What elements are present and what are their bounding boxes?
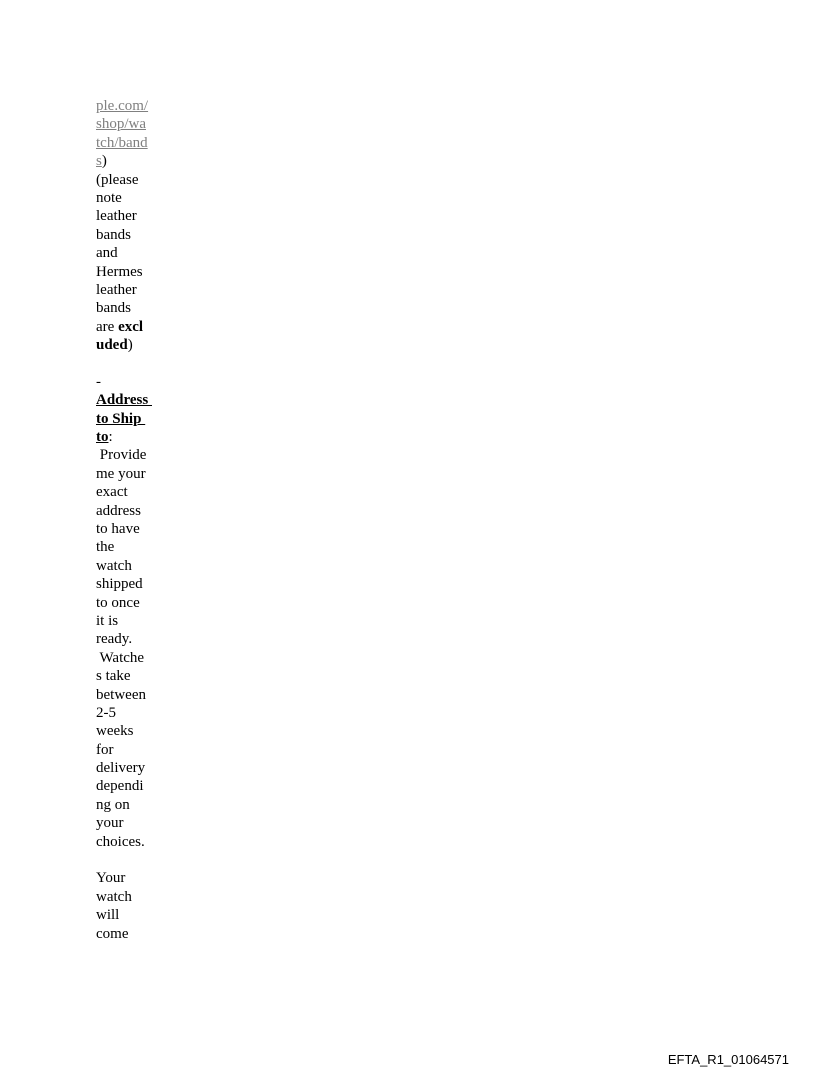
address-line: choices. — [96, 833, 145, 850]
excluded-close-paren: ) — [127, 337, 133, 354]
dash-line: - — [96, 373, 101, 390]
band-url-link[interactable]: tch/band — [96, 134, 148, 151]
note-line: Hermes — [96, 263, 143, 280]
band-url-link[interactable]: shop/wa — [96, 116, 146, 133]
address-line: s take — [96, 668, 131, 685]
address-line: ng on — [96, 796, 130, 813]
note-line: bands — [96, 226, 131, 243]
closing-line: come — [96, 925, 129, 942]
address-line: between — [96, 686, 146, 703]
url-close-paren: ) — [101, 153, 107, 170]
address-line: ready. — [96, 631, 133, 648]
document-text-column — [96, 97, 158, 943]
note-line: (please — [96, 171, 139, 188]
note-line: leather — [96, 208, 137, 225]
address-line: delivery — [96, 760, 146, 777]
address-heading-line — [96, 391, 158, 409]
note-line: leather — [96, 281, 137, 298]
url-line[interactable] — [96, 134, 158, 152]
closing-line: Your — [96, 870, 126, 887]
address-line: Provide — [96, 447, 147, 464]
address-heading: to — [96, 429, 109, 446]
excluded-bold-part1: excl — [118, 318, 144, 335]
blank-line — [96, 851, 158, 869]
address-line: dependi — [96, 778, 144, 795]
address-heading-line — [96, 410, 158, 428]
note-line — [96, 318, 158, 336]
note-line: note — [96, 189, 122, 206]
address-line: to have — [96, 520, 140, 537]
address-line: to once — [96, 594, 140, 611]
are-text: are — [96, 318, 119, 335]
heading-colon: : — [108, 429, 113, 446]
band-url-link[interactable]: ple.com/ — [96, 98, 149, 114]
excluded-bold-part2: uded — [96, 337, 128, 354]
address-line: for — [96, 741, 114, 758]
address-line: Watche — [96, 649, 145, 666]
address-heading: to Ship — [96, 410, 146, 427]
address-line: me your — [96, 465, 146, 482]
address-heading-line — [96, 428, 158, 446]
url-line[interactable] — [96, 152, 158, 170]
address-line: 2-5 — [96, 704, 116, 721]
address-line: your — [96, 815, 124, 832]
address-heading: Address — [96, 392, 152, 409]
url-line[interactable] — [96, 115, 158, 133]
address-line: it is — [96, 612, 119, 629]
address-line: the — [96, 539, 115, 556]
note-line — [96, 336, 158, 354]
url-line[interactable] — [96, 97, 158, 115]
blank-line — [96, 354, 158, 372]
band-url-link[interactable]: s — [96, 153, 102, 170]
address-line: shipped — [96, 576, 143, 593]
closing-line: will — [96, 907, 120, 924]
address-line: weeks — [96, 723, 134, 740]
address-line: exact — [96, 484, 128, 501]
address-line: watch — [96, 557, 132, 574]
address-line: address — [96, 502, 141, 519]
note-line: and — [96, 245, 118, 262]
note-line: bands — [96, 300, 131, 317]
closing-line: watch — [96, 888, 132, 905]
document-id-footer: EFTA_R1_01064571 — [667, 1052, 789, 1067]
